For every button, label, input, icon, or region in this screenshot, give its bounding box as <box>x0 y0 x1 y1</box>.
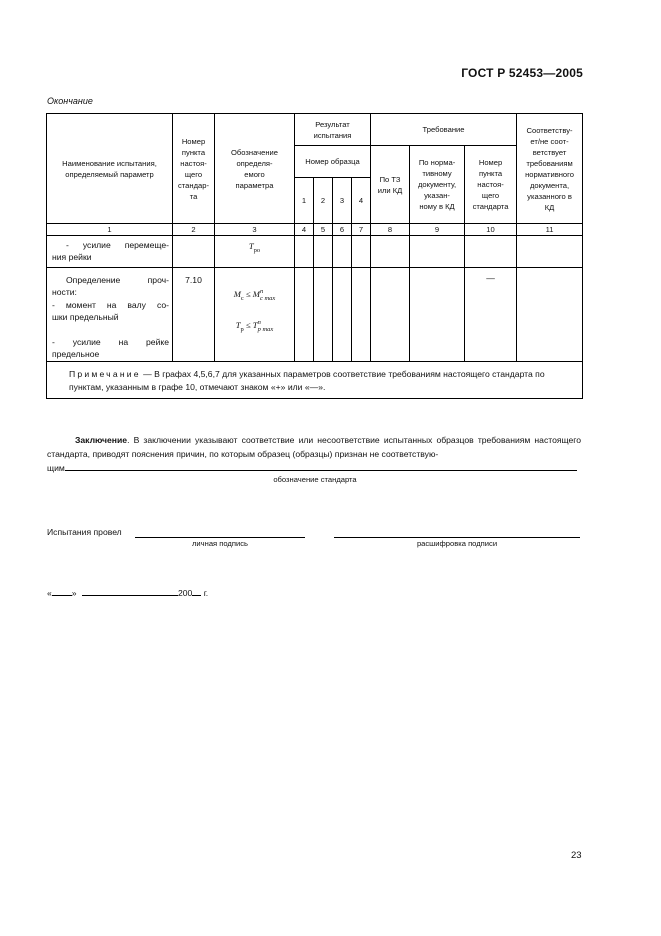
formula-force: $T_р \le T$ п р max <box>235 319 274 334</box>
table-note: Примечание — В графах 4,5,6,7 для указанных параметров соответствие требованиям настоящего стандарта по пунктам, указанным в графе 10, отмечают знаком «+» или «—». <box>47 361 583 398</box>
header-compliance: Соответству- ет/не соот- ветствует требованиям нормативного документа, указанного в КД <box>517 114 583 224</box>
row1-name: - усилие перемеще- ния рейки <box>47 236 173 268</box>
header-req-normative: По норма- тивному документу, указан- ному в КД <box>410 146 465 224</box>
header-sample-4: 4 <box>352 178 371 224</box>
signature-caption: личная подпись <box>192 539 248 548</box>
decoding-caption: расшифровка подписи <box>416 539 498 548</box>
formula-moment: $M_c \le M$ п c max <box>233 288 276 303</box>
table-row <box>47 236 583 268</box>
signature-label: Испытания провел <box>47 527 122 537</box>
header-test-name: Наименование испытания, определяемый параметр <box>47 114 173 224</box>
page-number: 23 <box>571 850 582 861</box>
standard-designation-caption: обозначение стандарта <box>273 475 357 484</box>
conclusion-paragraph: Заключение. В заключении указывают соответствие или несоответствие испытанных образцов требованиям настоящего стандарта, приводят пояснения причин, по которым образец (образцы) признан не соответствую- щим <box>47 435 581 473</box>
colnum: 7 <box>352 224 371 236</box>
header-requirement: Требование <box>371 114 517 146</box>
colnum: 11 <box>517 224 583 236</box>
header-clause-number: Номер пункта настоя- щего стандар- та <box>173 114 215 224</box>
decoding-line <box>334 537 580 538</box>
date-line: « » 200 г. <box>47 588 209 598</box>
signature-line <box>135 537 305 538</box>
header-sample-number: Номер образца <box>295 146 371 178</box>
header-sample-1: 1 <box>295 178 314 224</box>
header-test-result: Результат испытания <box>295 114 371 146</box>
colnum: 3 <box>215 224 295 236</box>
table-row <box>47 268 583 362</box>
colnum: 8 <box>371 224 410 236</box>
colnum: 10 <box>465 224 517 236</box>
row2-req-std-dash: — <box>465 268 517 362</box>
colnum: 2 <box>173 224 215 236</box>
header-req-tz-kd: По ТЗ или КД <box>371 146 410 224</box>
table-continuation-label: Окончание <box>47 96 93 106</box>
document-header: ГОСТ Р 52453—2005 <box>461 66 583 80</box>
column-numbers-row <box>47 224 583 236</box>
test-results-table <box>46 113 583 399</box>
colnum: 4 <box>295 224 314 236</box>
row2-clause: 7.10 <box>173 268 215 362</box>
header-parameter-symbol: Обозначение определя- емого параметра <box>215 114 295 224</box>
colnum: 1 <box>47 224 173 236</box>
header-sample-2: 2 <box>314 178 333 224</box>
row2-formulas <box>215 268 295 362</box>
header-sample-3: 3 <box>333 178 352 224</box>
row1-symbol: $T_{ро}$ <box>215 236 295 268</box>
row2-name: Определение проч- ности: - момент на валу со- шки предельный - усилие на рейке предельное <box>47 268 173 362</box>
colnum: 5 <box>314 224 333 236</box>
colnum: 9 <box>410 224 465 236</box>
header-req-standard-clause: Номер пункта настоя- щего стандарта <box>465 146 517 224</box>
colnum: 6 <box>333 224 352 236</box>
